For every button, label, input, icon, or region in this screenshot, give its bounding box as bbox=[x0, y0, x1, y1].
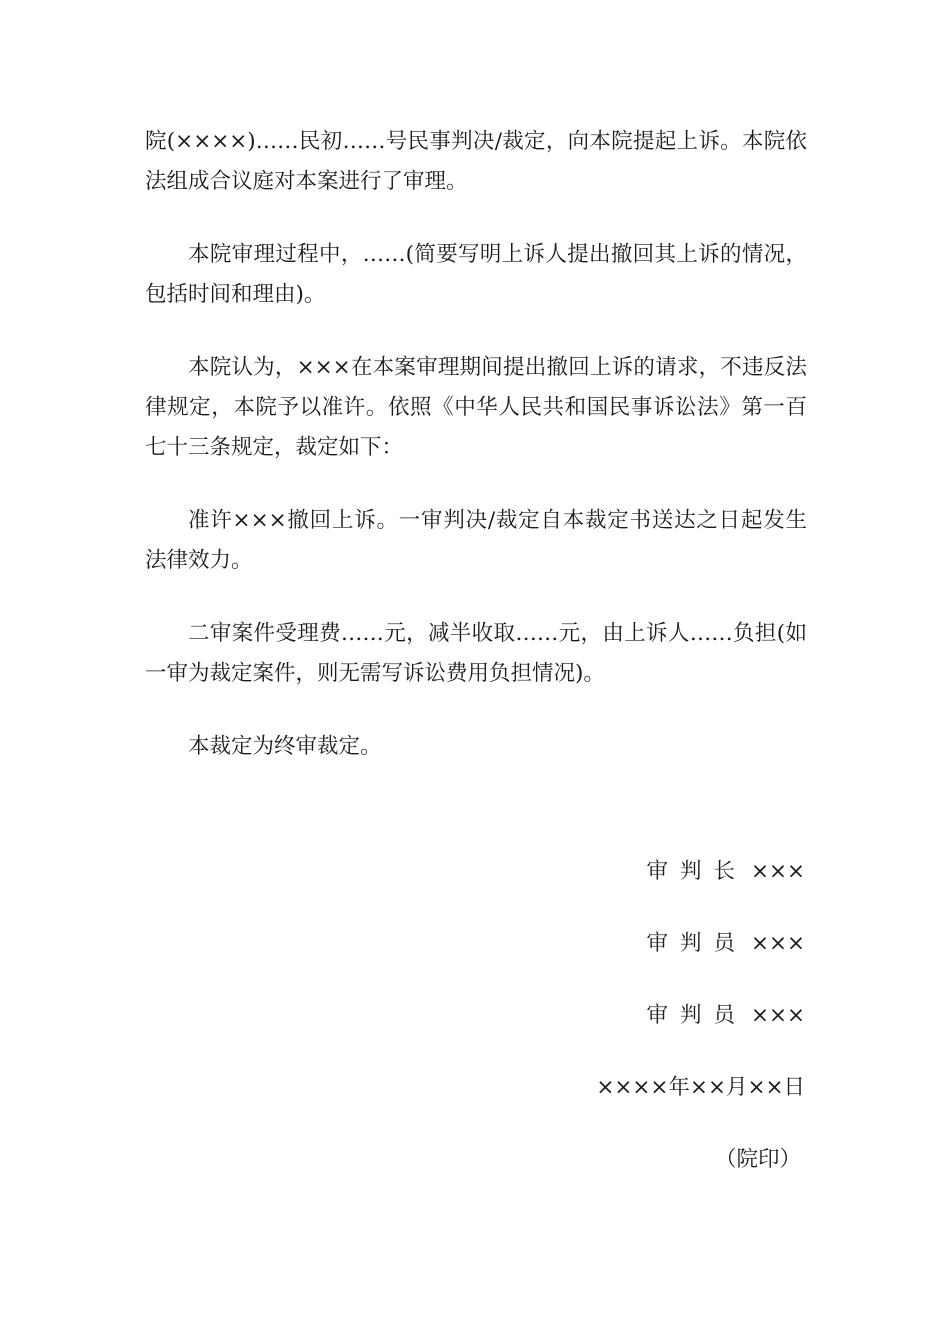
signature-block bbox=[305, 852, 805, 1180]
signature-line-presiding-judge bbox=[305, 852, 805, 924]
paragraph-court-opinion: 本院认为，×××在本案审理期间提出撤回上诉的请求，不违反法律规定，本院予以准许。依照《中华人民共和国民事诉讼法》第一百七十三条规定，裁定如下： bbox=[145, 355, 807, 460]
signature-role: 审判员 bbox=[646, 931, 747, 956]
signature-line-judge bbox=[305, 996, 805, 1068]
paragraph-appeal-intro: 院(××××)……民初……号民事判决/裁定，向本院提起上诉。本院依法组成合议庭对本案进行了审理。 bbox=[145, 129, 807, 194]
court-seal-label: （院印） bbox=[714, 1147, 801, 1172]
paragraph-review-process: 本院审理过程中，……(简要写明上诉人提出撤回其上诉的情况，包括时间和理由)。 bbox=[145, 242, 807, 307]
signature-name: ××× bbox=[750, 1003, 805, 1028]
signature-line-judge bbox=[305, 924, 805, 996]
paragraph-fees: 二审案件受理费……元，减半收取……元，由上诉人……负担(如一审为裁定案件，则无需写诉讼费用负担情况)。 bbox=[145, 621, 807, 686]
signature-name: ××× bbox=[750, 859, 805, 884]
signature-name: ××× bbox=[750, 931, 805, 956]
signature-role: 审判员 bbox=[646, 1003, 747, 1028]
paragraph-ruling: 准许×××撤回上诉。一审判决/裁定自本裁定书送达之日起发生法律效力。 bbox=[145, 508, 807, 573]
signature-role: 审判长 bbox=[646, 859, 747, 884]
paragraph-final-ruling: 本裁定为终审裁定。 bbox=[188, 734, 382, 759]
document-date: ××××年××月××日 bbox=[596, 1075, 805, 1100]
document-body bbox=[145, 122, 807, 800]
